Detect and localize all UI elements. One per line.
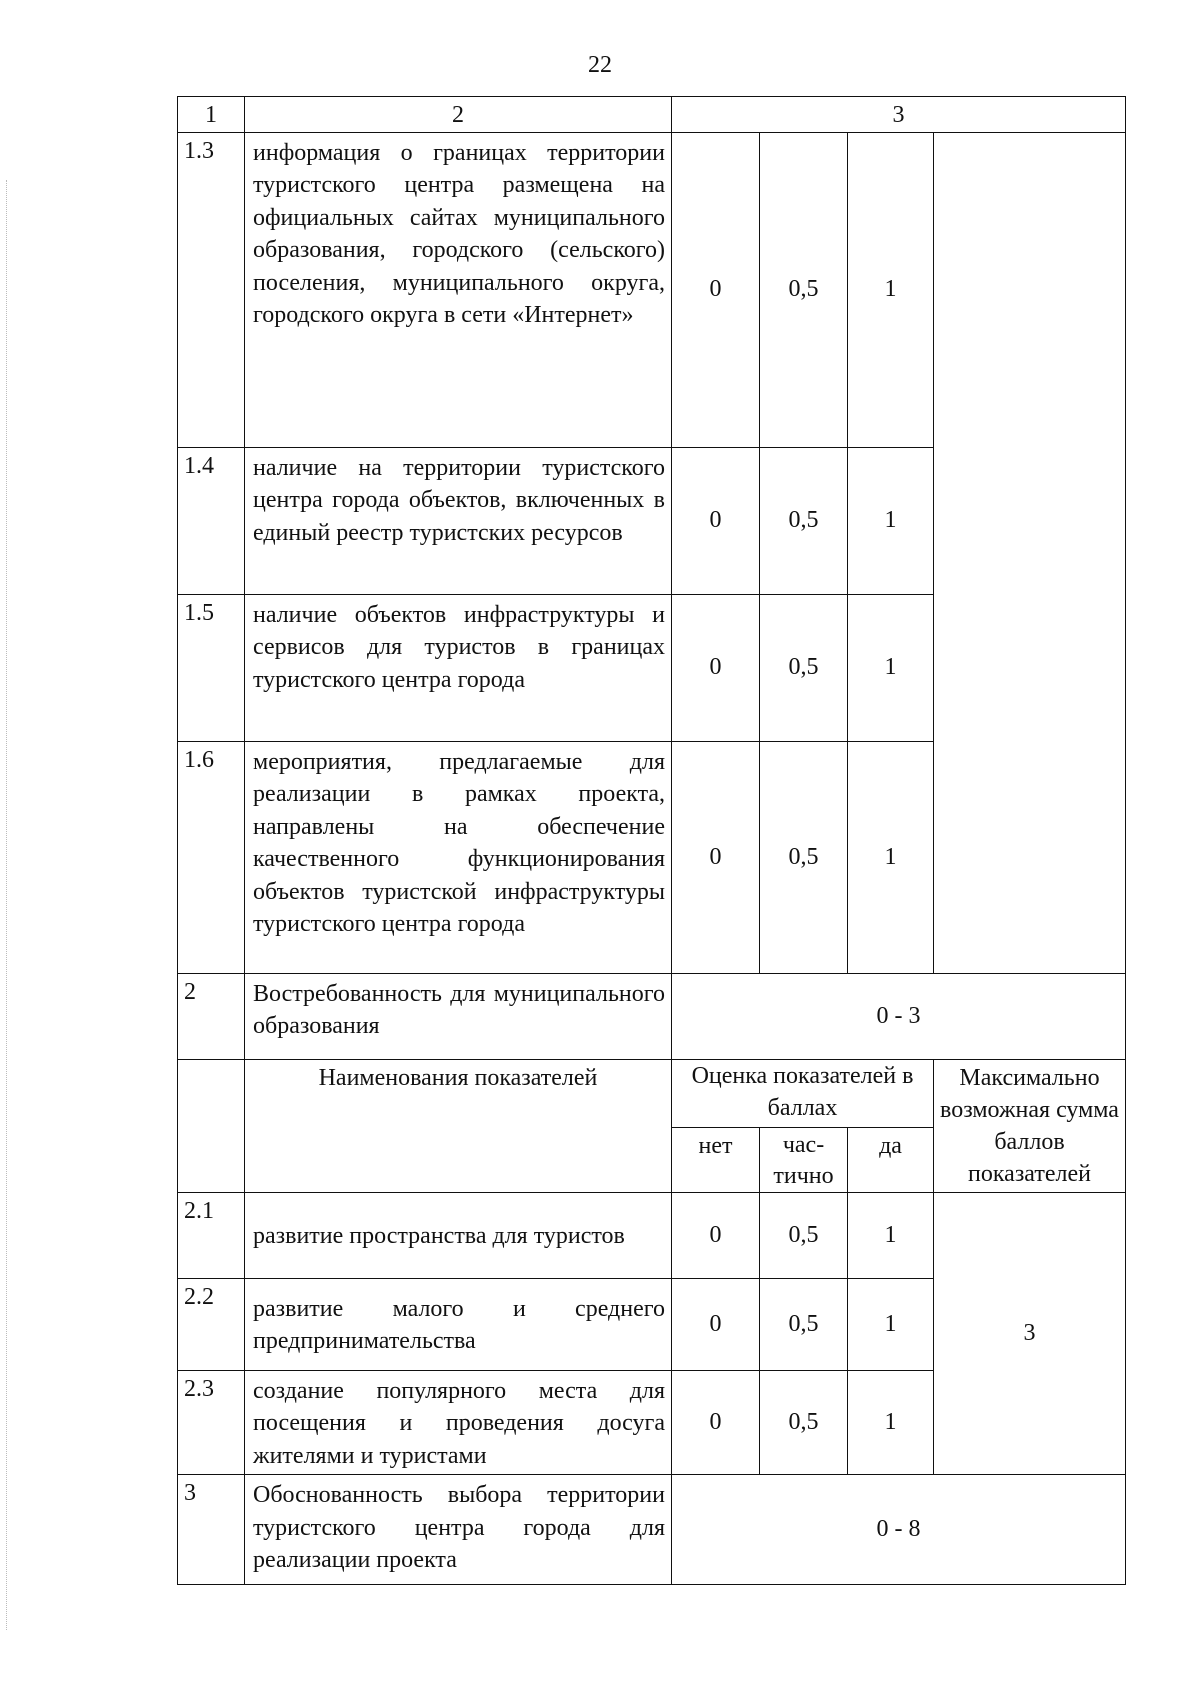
score-yes: 1 [848, 741, 934, 973]
column-number-2: 2 [245, 97, 672, 133]
criterion-row [178, 1475, 1126, 1585]
criterion-description: Востребованность для муниципального образования [245, 973, 672, 1059]
score-partial: 0,5 [760, 1278, 848, 1370]
scan-edge-dots [6, 180, 9, 1630]
row-description: развитие малого и среднего предпринимательства [245, 1278, 672, 1370]
score-partial: 0,5 [760, 447, 848, 594]
scores-header: Оценка показателей в баллах [672, 1059, 934, 1127]
score-yes: 1 [848, 1192, 934, 1278]
row-number: 2.2 [178, 1278, 245, 1370]
block-max-sum: 3 [934, 1192, 1126, 1475]
row-description: наличие на территории туристского центра города объектов, включенных в единый реестр туристских ресурсов [245, 447, 672, 594]
page-number: 22 [588, 52, 612, 78]
table-row [178, 132, 1126, 447]
header-partial-text: час- тично [773, 1131, 834, 1189]
max-sum-header: Максимально возможная сумма баллов показателей [934, 1059, 1126, 1192]
column-number-1: 1 [178, 97, 245, 133]
subheader-number-empty [178, 1059, 245, 1192]
indicator-names-header: Наименования показателей [245, 1059, 672, 1192]
row-number: 2.3 [178, 1370, 245, 1475]
table-row [178, 1192, 1126, 1278]
row-number: 1.5 [178, 594, 245, 741]
row-description: создание популярного места для посещения и проведения досуга жителями и туристами [245, 1370, 672, 1475]
row-number: 1.3 [178, 132, 245, 447]
criterion-score-range: 0 - 8 [672, 1475, 1126, 1585]
score-no: 0 [672, 1370, 760, 1475]
score-no: 0 [672, 447, 760, 594]
score-no: 0 [672, 594, 760, 741]
column-number-row [178, 97, 1126, 133]
criterion-description: Обоснованность выбора территории туристского центра города для реализации проекта [245, 1475, 672, 1585]
score-partial: 0,5 [760, 1192, 848, 1278]
score-partial: 0,5 [760, 1370, 848, 1475]
row-number: 1.6 [178, 741, 245, 973]
score-no: 0 [672, 1278, 760, 1370]
score-partial: 0,5 [760, 594, 848, 741]
score-partial: 0,5 [760, 741, 848, 973]
criterion-number: 2 [178, 973, 245, 1059]
header-partial [760, 1127, 848, 1192]
row-number: 1.4 [178, 447, 245, 594]
header-yes: да [848, 1127, 934, 1192]
score-no: 0 [672, 741, 760, 973]
row-description: развитие пространства для туристов [245, 1192, 672, 1278]
criterion-number: 3 [178, 1475, 245, 1585]
subheader-row [178, 1059, 1126, 1127]
row-number: 2.1 [178, 1192, 245, 1278]
score-yes: 1 [848, 1370, 934, 1475]
score-yes: 1 [848, 1278, 934, 1370]
criteria-table [177, 96, 1126, 1585]
row-description: информация о границах территории туристского центра размещена на официальных сайтах муниципального образования, городского (сельского) поселения, муниципального округа, городского округа в сети «Интернет» [245, 132, 672, 447]
row-description: мероприятия, предлагаемые для реализации в рамках проекта, направлены на обеспечение качественного функционирования объектов туристской инфраструктуры туристского центра города [245, 741, 672, 973]
row-description: наличие объектов инфраструктуры и сервисов для туристов в границах туристского центра города [245, 594, 672, 741]
score-yes: 1 [848, 594, 934, 741]
column-number-3: 3 [672, 97, 1126, 133]
header-no: нет [672, 1127, 760, 1192]
score-no: 0 [672, 1192, 760, 1278]
criterion-row [178, 973, 1126, 1059]
max-sum-cell-empty [934, 132, 1126, 973]
score-yes: 1 [848, 447, 934, 594]
score-no: 0 [672, 132, 760, 447]
score-yes: 1 [848, 132, 934, 447]
score-partial: 0,5 [760, 132, 848, 447]
criterion-score-range: 0 - 3 [672, 973, 1126, 1059]
